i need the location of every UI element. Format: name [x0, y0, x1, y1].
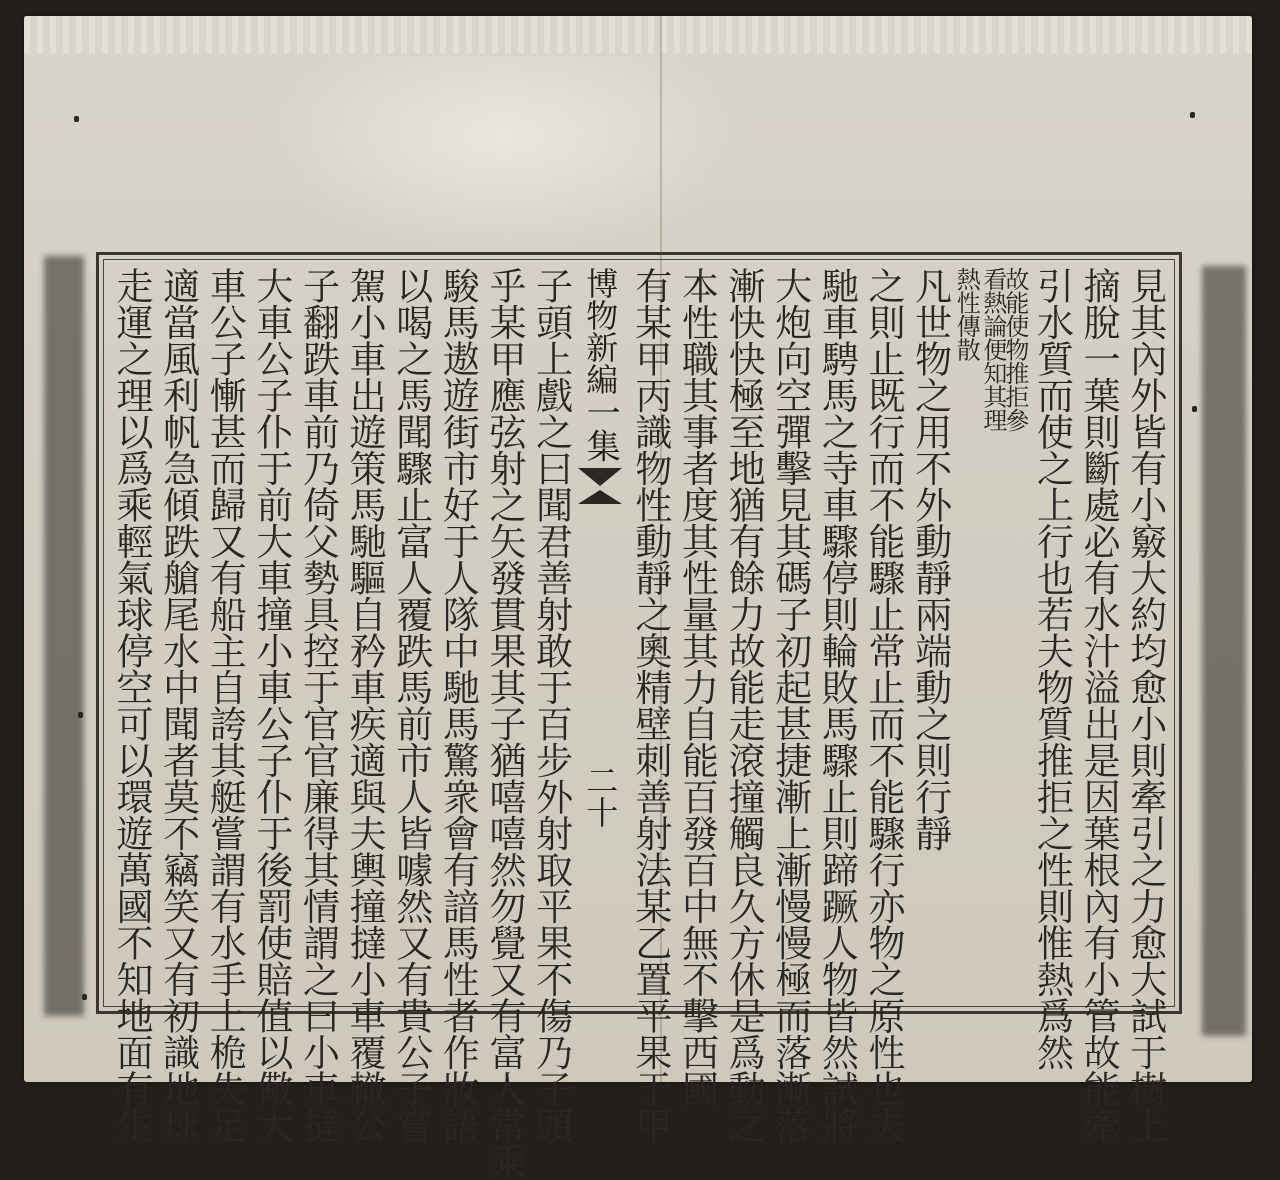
- text-column: 乎某甲應弦射之矢發貫果其子猶嘻嘻然勿覺又有富人常乘: [483, 267, 526, 1180]
- text-column: 駕小車出遊策馬馳驅自矜車疾適與夫輿撞撻小車覆轍公: [343, 267, 387, 1143]
- text-column: 以喝之馬聞驟止富人覆跌馬前市人皆噱然又有貴公子嘗: [389, 267, 433, 1143]
- torn-edge: [24, 16, 1252, 54]
- text-column: 適當風利帆急傾跌艙尾水中聞者莫不竊笑又有初識地球: [156, 267, 200, 1143]
- binding-hole: [1190, 112, 1195, 118]
- text-column: 漸快快極至地猶有餘力故能走滾撞觸良久方休是爲動之: [722, 267, 766, 1143]
- text-frame: [96, 252, 1182, 1180]
- text-column: 摘脫一葉則斷處必有水汁溢出是因葉根內有小管故能牽: [1077, 267, 1121, 1143]
- text-column: 本性職其事者度其性量其力自能百發百中無不擊西國: [675, 267, 719, 1107]
- annotation-pair: [978, 267, 1029, 997]
- page-number: 二十: [581, 764, 620, 828]
- text-column: 之則止既行而不能驟止常止而不能驟行亦物之原性也夫: [862, 267, 905, 1143]
- text-column: 子頭上戲之曰聞君善射敢于百步外射取平果不傷乃子頭: [529, 267, 573, 1143]
- binding-hole: [74, 116, 79, 122]
- annotation-column-right: 故能使物推拒參: [1000, 267, 1029, 432]
- ink-margin-right: [1202, 266, 1246, 1036]
- fish-tail-mark: [578, 468, 622, 486]
- text-column: 馳車騁馬之寺車驟停則輪敗馬驟止則蹄蹶人物皆然試將: [815, 267, 859, 1143]
- text-column: 子翻跌車前乃倚父勢具控于官官廉得其情謂之曰小車撻: [296, 267, 340, 1143]
- text-column: 走運之理以爲乘輕氣球停空可以環遊萬國不知地面有生: [110, 267, 153, 1143]
- volume-label: 一集: [580, 395, 621, 462]
- book-title: 博物新編: [581, 267, 620, 395]
- text-column: 凡世物之用不外動靜兩端動之則行靜: [908, 267, 952, 851]
- binding-hole: [78, 712, 83, 718]
- text-column: 車公子慚甚而歸又有船主自誇其艇嘗謂有水手上桅失足: [203, 267, 247, 1143]
- paper-stain: [254, 56, 754, 256]
- center-spine-column: [577, 267, 623, 997]
- text-column: 有某甲丙識物性動靜之奧精壁刺善射法某乙置平果于甲: [628, 267, 672, 1143]
- text-columns: [110, 267, 1167, 1180]
- binding-hole: [82, 994, 87, 1000]
- text-column: 引水質而使之上行也若夫物質推拒之性則惟熱爲然: [1030, 267, 1074, 1070]
- text-column: 見其內外皆有小竅大約均愈小則牽引之力愈大試于樹上: [1123, 267, 1167, 1143]
- fish-tail-mark-lower: [578, 490, 622, 504]
- ink-margin-left: [44, 256, 84, 1016]
- text-column: 大炮向空彈擊見其碼子初起甚捷漸上漸慢慢極而落漸落: [768, 267, 812, 1143]
- text-column: 駿馬遨遊街市好于人隊中馳馬驚衆會有諳馬性者作妝語: [436, 267, 480, 1143]
- binding-hole: [1192, 406, 1197, 412]
- annotation-column-left: 看熱論便知其理: [978, 267, 1007, 432]
- text-column: 大車公子仆于前大車撞小車公子仆于後罰使賠值以儆大: [249, 267, 293, 1143]
- annotation-column-extra: 熱性傳散: [952, 267, 981, 361]
